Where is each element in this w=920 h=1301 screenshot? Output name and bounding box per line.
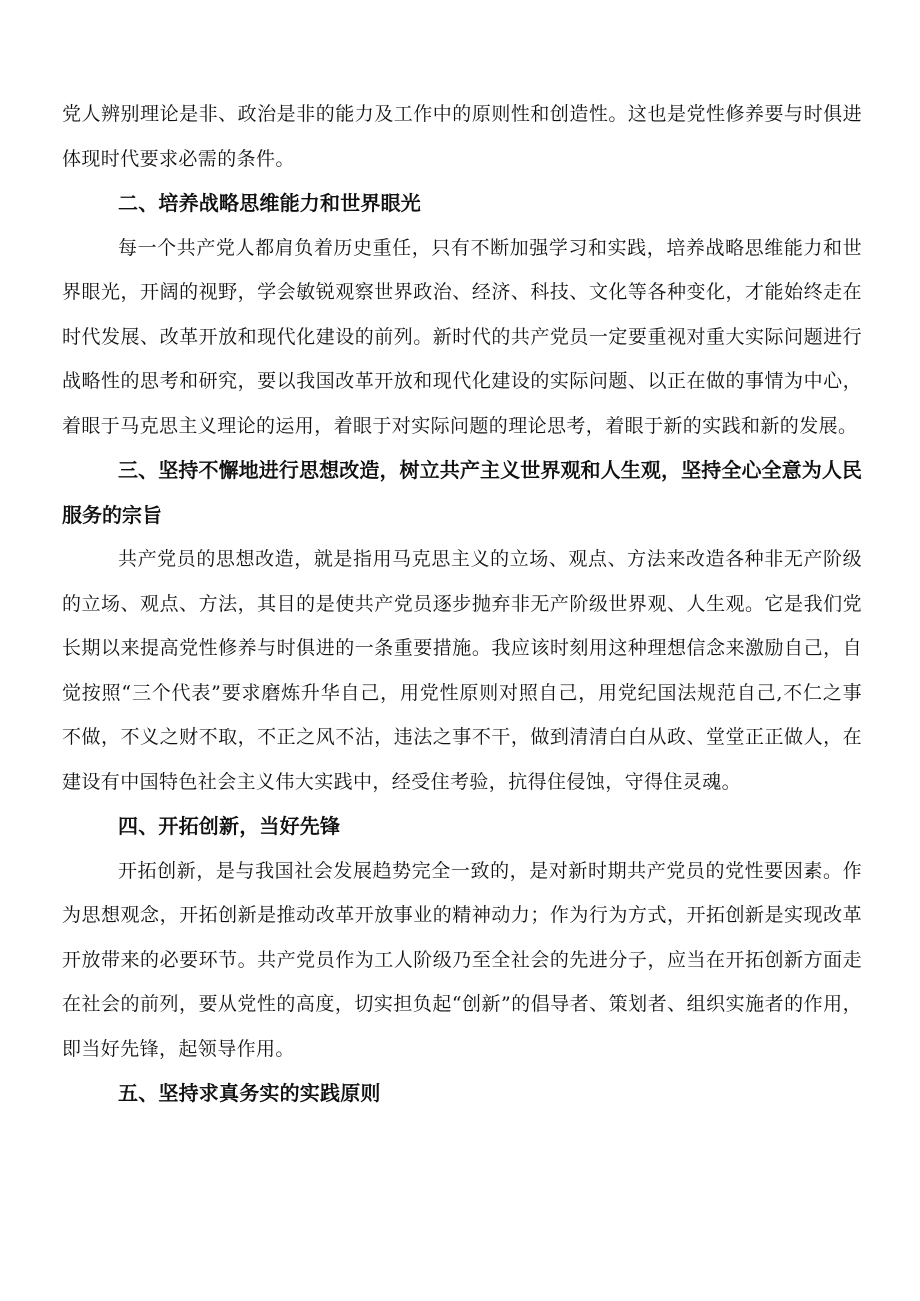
section-heading-3: 三、坚持不懈地进行思想改造，树立共产主义世界观和人生观，坚持全心全意为人民服务的宗旨 bbox=[62, 458, 862, 527]
paragraph-thought-reform: 共产党员的思想改造，就是指用马克思主义的立场、观点、方法来改造各种非无产阶级的立场、观点、方法，其目的是使共产党员逐步抛弃非无产阶级世界观、人生观。它是我们党长期以来提高党性修养与时俱进的一条重要措施。我应该时刻用这种理想信念来激励自己，自觉按照“三个代表”要求磨炼升华自己，用党性原则对照自己，用党纪国法规范自己,不仁之事不做，不义之财不取，不正之风不沾，违法之事不干，做到清清白白从政、堂堂正正做人，在建设有中国特色社会主义伟大实践中，经受住考验，抗得住侵蚀，守得住灵魂。 bbox=[62, 548, 862, 793]
paragraph-strategic-thinking: 每一个共产党人都肩负着历史重任，只有不断加强学习和实践，培养战略思维能力和世界眼光，开阔的视野，学会敏锐观察世界政治、经济、科技、文化等各种变化，才能始终走在时代发展、改革开放和现代化建设的前列。新时代的共产党员一定要重视对重大实际问题进行战略性的思考和研究，要以我国改革开放和现代化建设的实际问题、以正在做的事情为中心，着眼于马克思主义理论的运用，着眼于对实际问题的理论思考，着眼于新的实践和新的发展。 bbox=[62, 236, 862, 437]
section-heading-5: 五、坚持求真务实的实践原则 bbox=[118, 1081, 381, 1105]
section-heading-2: 二、培养战略思维能力和世界眼光 bbox=[118, 191, 421, 215]
paragraph-continuation: 党人辨别理论是非、政治是非的能力及工作中的原则性和创造性。这也是党性修养要与时俱进体现时代要求必需的条件。 bbox=[62, 103, 862, 170]
section-heading-4: 四、开拓创新，当好先锋 bbox=[118, 814, 341, 838]
paragraph-innovation: 开拓创新，是与我国社会发展趋势完全一致的，是对新时期共产党员的党性要因素。作为思想观念，开拓创新是推动改革开放事业的精神动力；作为行为方式，开拓创新是实现改革开放带来的必要环节。共产党员作为工人阶级乃至全社会的先进分子，应当在开拓创新方面走在社会的前列，要从党性的高度，切实担负起“创新”的倡导者、策划者、组织实施者的作用，即当好先锋，起领导作用。 bbox=[62, 859, 862, 1060]
document-body bbox=[62, 92, 862, 1116]
